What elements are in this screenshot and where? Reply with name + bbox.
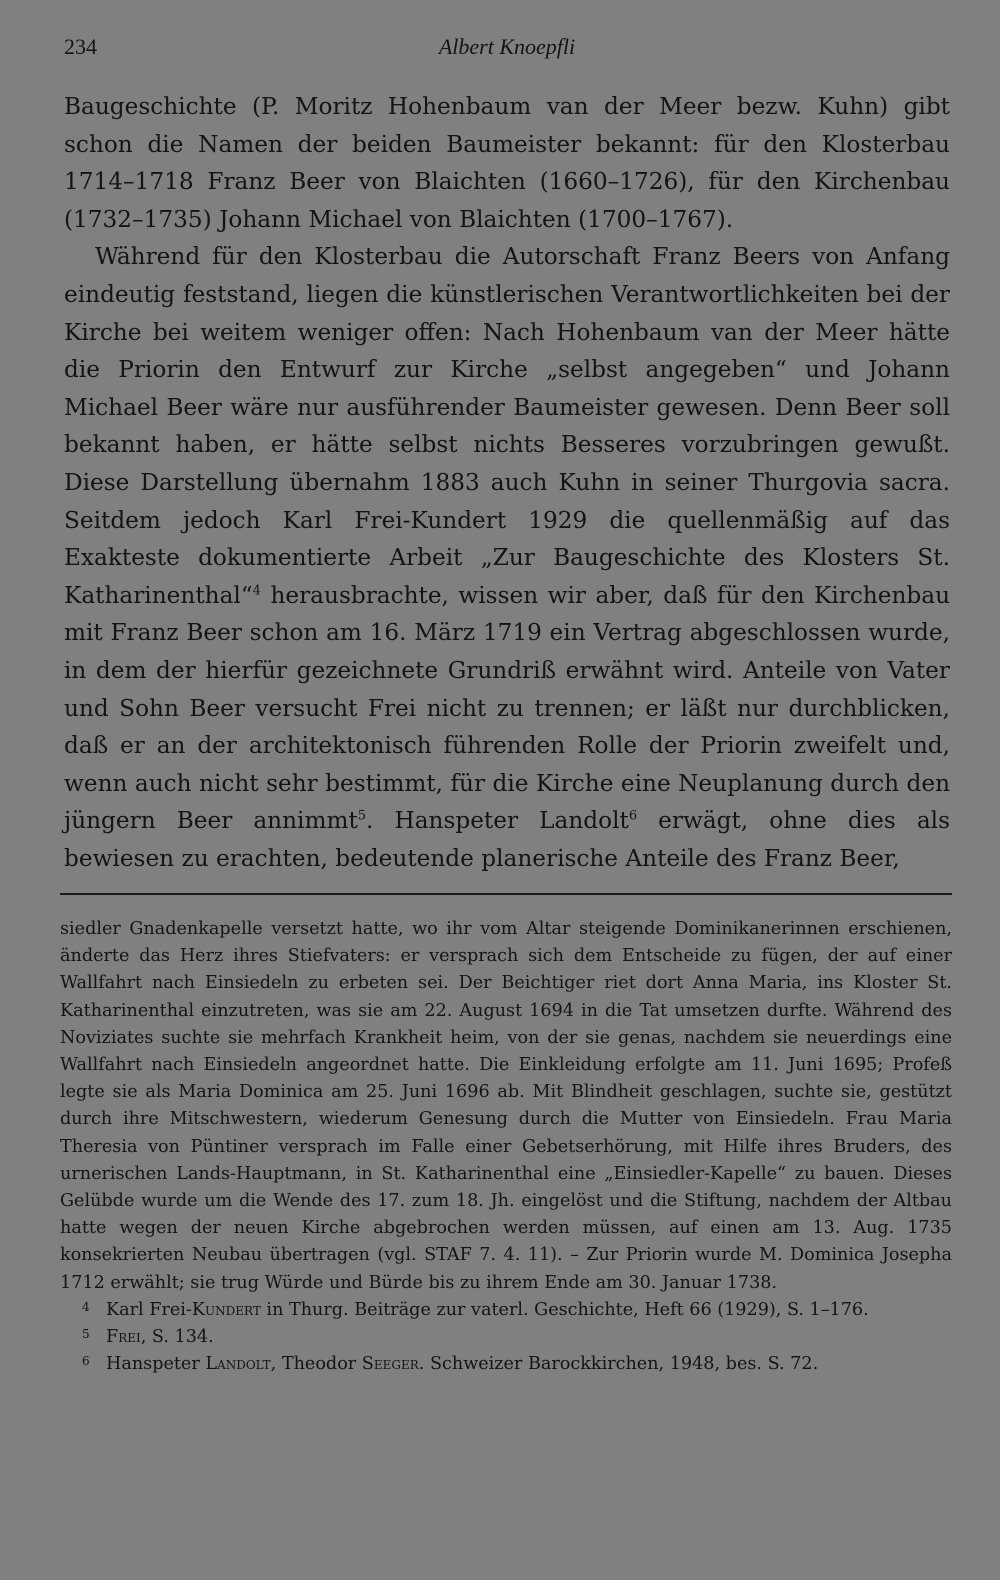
footnote-ref-6: 6 (628, 808, 638, 824)
page-number: 234 (64, 34, 97, 59)
footnote-6-author-1: Landolt (205, 1354, 271, 1375)
footnote-4-text-a: Karl Frei- (106, 1299, 192, 1320)
footnote-ref-5: 5 (357, 808, 367, 824)
paragraph-2-text-d: erwägt, ohne dies als bewiesen zu erachten, bedeutende planerische Anteile des Franz Beer, (64, 807, 950, 872)
main-text (64, 88, 950, 877)
footnote-ref-4: 4 (252, 582, 261, 598)
footnote-4 (60, 1297, 952, 1324)
footnote-4-text-b: in Thurg. Beiträge zur vaterl. Geschichte, Heft 66 (1929), S. 1–176. (260, 1299, 869, 1320)
paragraph-1: Baugeschichte (P. Moritz Hohenbaum van der Meer bezw. Kuhn) gibt schon die Namen der beiden Baumeister bekannt: für den Klosterbau 1714–1718 Franz Beer von Blaichten (1660–1726), für den Kirchenbau (1732–1735) Johann Michael von Blaichten (1700–1767). (64, 93, 950, 233)
footnote-6-text-c: . Schweizer Barockkirchen, 1948, bes. S. 72. (418, 1354, 819, 1375)
running-title: Albert Knoepfli (438, 34, 576, 59)
footnote-6 (60, 1351, 952, 1378)
footnote-5 (60, 1324, 952, 1351)
footnote-6-text-b: , Theodor (270, 1354, 362, 1375)
footnote-5-text: , S. 134. (140, 1327, 214, 1348)
footnote-divider (60, 893, 952, 895)
footnote-5-author: Frei (106, 1327, 141, 1348)
paragraph-2 (64, 238, 950, 877)
footnote-6-number: 6 (82, 1354, 90, 1369)
footnotes (60, 916, 952, 1378)
paragraph-2-text-a: Während für den Klosterbau die Autorschaft Franz Beers von Anfang eindeutig feststand, liegen die künstlerischen Verantwortlichkeiten bei der Kirche bei weitem weniger offen: Nach Hohenbaum van der Meer hätte die Priorin den Entwurf zur Kirche „selbst angegeben“ und Johann Michael Beer wäre nur ausführender Baumeister gewesen. Denn Beer soll bekannt haben, er hätte selbst nichts Besseres vorzubringen gewußt. Diese Darstellung übernahm 1883 auch Kuhn in seiner Thurgovia sacra. Seitdem jedoch Karl Frei-Kundert 1929 die quellenmäßig auf das Exakteste dokumentierte Arbeit „Zur Baugeschichte des Klosters St. Katharinenthal“ (64, 243, 950, 609)
footnote-4-number: 4 (82, 1299, 90, 1314)
footnote-5-number: 5 (82, 1327, 90, 1342)
footnote-4-author: Kundert (191, 1299, 261, 1320)
footnote-6-author-2: Seeger (361, 1354, 419, 1375)
footnote-6-text-a: Hanspeter (106, 1354, 206, 1375)
paragraph-2-text-c: . Hanspeter Landolt (366, 807, 629, 835)
paragraph-2-text-b: herausbrachte, wissen wir aber, daß für den Kirchenbau mit Franz Beer schon am 16. März 1719 ein Vertrag abgeschlossen wurde, in dem der hierfür gezeichnete Grundriß erwähnt wird. Anteile von Vater und Sohn Beer versucht Frei nicht zu trennen; er läßt nur durchblicken, daß er an der architektonisch führenden Rolle der Priorin zweifelt und, wenn auch nicht sehr bestimmt, für die Kirche eine Neuplanung durch den jüngern Beer annimmt (64, 581, 950, 835)
footnote-continued: siedler Gnadenkapelle versetzt hatte, wo ihr vom Altar steigende Dominikanerinnen erschienen, änderte das Herz ihres Stiefvaters: er versprach sich dem Entscheide zu fügen, der auf einer Wallfahrt nach Einsiedeln zu erbeten sei. Der Beichtiger riet dort Anna Maria, ins Kloster St. Katharinenthal einzutreten, was sie am 22. August 1694 in die Tat umsetzen durfte. Während des Noviziates suchte sie mehrfach Krankheit heim, von der sie genas, nachdem sie neuerdings eine Wallfahrt nach Einsiedeln angeordnet hatte. Die Einkleidung erfolgte am 11. Juni 1695; Profeß legte sie als Maria Dominica am 25. Juni 1696 ab. Mit Blindheit geschlagen, suchte sie, gestützt durch ihre Mitschwestern, wiederum Genesung durch die Mutter von Einsiedeln. Frau Maria Theresia von Püntiner versprach im Falle einer Gebetserhörung, mit Hilfe ihres Bruders, des urnerischen Lands-Hauptmann, in St. Katharinenthal eine „Einsiedler-Kapelle“ zu bauen. Dieses Gelübde wurde um die Wende des 17. zum 18. Jh. eingelöst und die Stiftung, nachdem der Altbau hatte wegen der neuen Kirche abgebrochen werden müssen, auf einen am 13. Aug. 1735 konsekrierten Neubau übertragen (vgl. STAF 7. 4. 11). – Zur Priorin wurde M. Dominica Josepha 1712 erwählt; sie trug Würde und Bürde bis zu ihrem Ende am 30. Januar 1738. (60, 919, 952, 1293)
page-header (64, 34, 950, 66)
